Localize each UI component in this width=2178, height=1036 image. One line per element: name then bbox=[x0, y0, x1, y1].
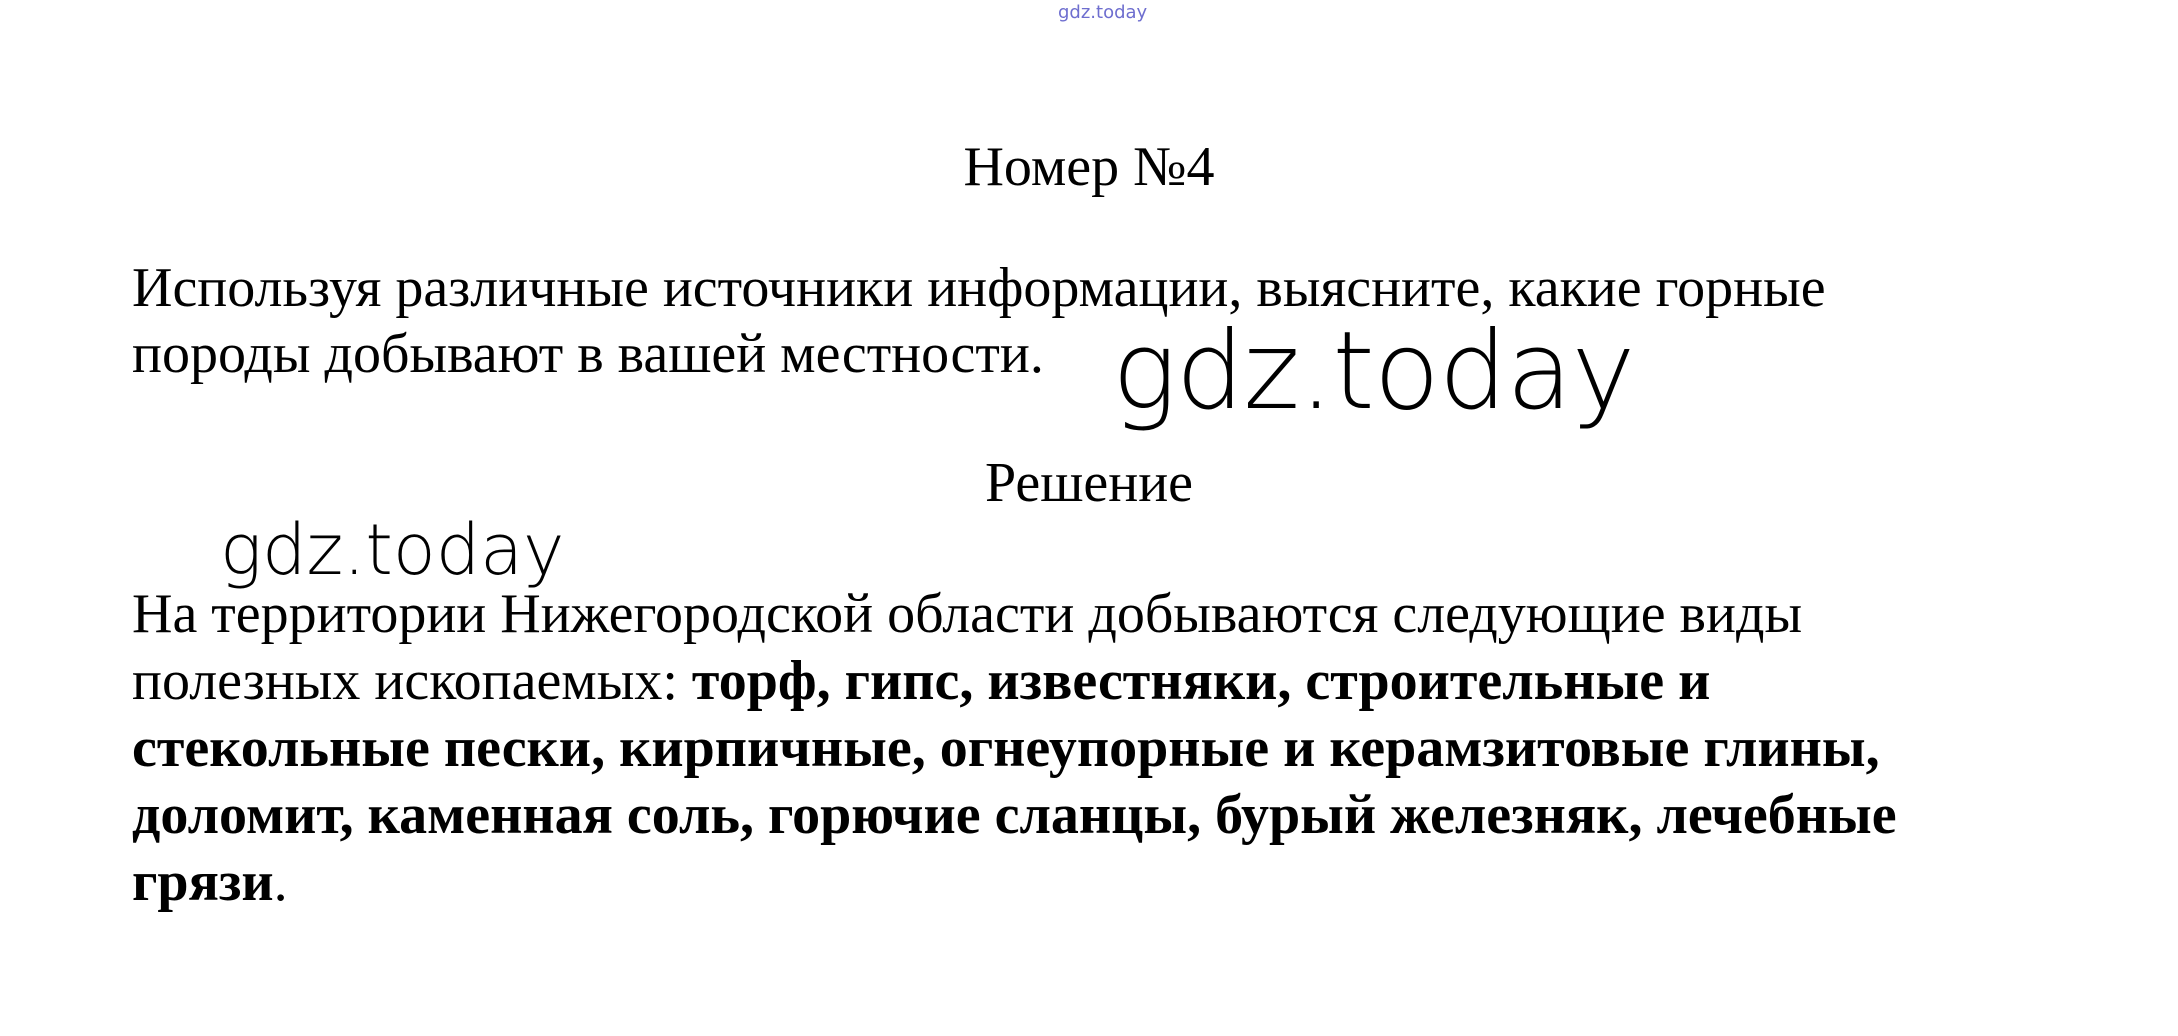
solution-line-2-bold: торф, гипс, известняки, строительные и bbox=[691, 650, 1711, 712]
solution-line-3: стекольные пески, кирпичные, огнеупорные и керамзитовые глины, bbox=[132, 717, 1880, 779]
solution-line-2 bbox=[132, 648, 2092, 715]
solution-line-4: доломит, каменная соль, горючие сланцы, бурый железняк, лечебные bbox=[132, 784, 1897, 846]
solution-heading: Решение bbox=[984, 452, 1194, 514]
watermark-top: gdz.today bbox=[1058, 2, 1148, 23]
task-line-1: Используя различные источники информации, выясните, какие горные bbox=[132, 257, 1826, 319]
solution-line-5 bbox=[132, 849, 2092, 916]
solution-text bbox=[132, 581, 2092, 916]
watermark-medium: gdz.today bbox=[220, 509, 565, 591]
solution-line-2-plain: полезных ископаемых: bbox=[132, 650, 692, 712]
solution-line-1: На территории Нижегородской области добываются следующие виды bbox=[132, 583, 1803, 645]
task-line-2: породы добывают в вашей местности. bbox=[132, 323, 1044, 385]
watermark-large: gdz.today bbox=[1112, 309, 1635, 434]
solution-line-5-bold: грязи bbox=[132, 851, 274, 913]
page-title: Номер №4 bbox=[963, 136, 1215, 198]
solution-line-5-plain: . bbox=[273, 851, 288, 913]
